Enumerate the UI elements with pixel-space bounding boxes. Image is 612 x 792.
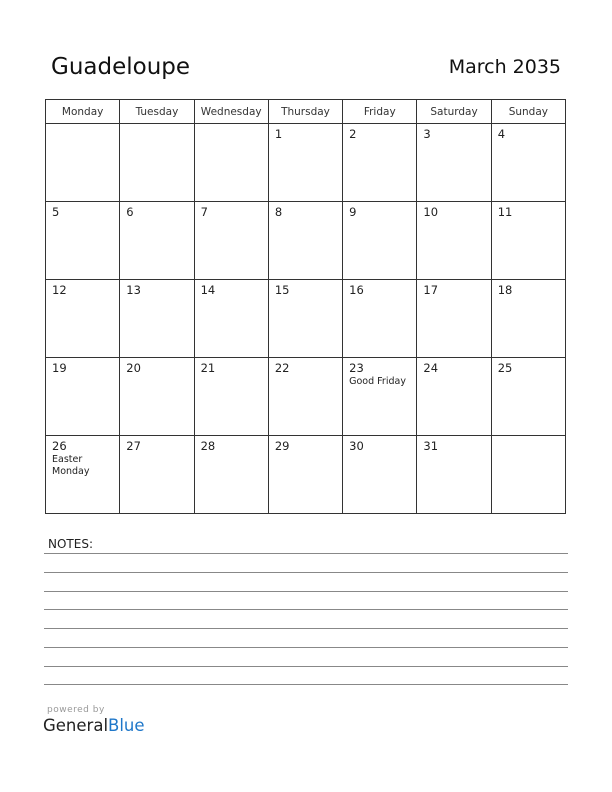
day-number: 30 bbox=[349, 439, 364, 453]
brand-blue: Blue bbox=[108, 716, 145, 735]
note-line bbox=[44, 666, 568, 667]
weekday-header: Sunday bbox=[491, 100, 565, 124]
weekday-header-row bbox=[46, 100, 566, 124]
day-number: 14 bbox=[200, 283, 216, 297]
day-number: 10 bbox=[423, 205, 439, 219]
day-cell bbox=[417, 202, 491, 280]
calendar-month-year: March 2035 bbox=[448, 56, 561, 78]
day-number: 27 bbox=[126, 439, 141, 453]
week-row bbox=[46, 436, 566, 514]
day-cell bbox=[343, 358, 417, 436]
day-number: 31 bbox=[423, 439, 439, 453]
note-line bbox=[44, 647, 568, 648]
day-cell bbox=[268, 436, 342, 514]
day-number: 23 bbox=[349, 361, 364, 375]
day-cell bbox=[268, 202, 342, 280]
weekday-header: Monday bbox=[46, 100, 120, 124]
day-cell bbox=[120, 358, 194, 436]
day-cell bbox=[491, 436, 565, 514]
day-cell bbox=[194, 436, 268, 514]
day-number: 4 bbox=[497, 127, 506, 141]
day-number: 19 bbox=[52, 361, 67, 375]
powered-by-text: powered by bbox=[47, 705, 105, 715]
week-row bbox=[46, 202, 566, 280]
day-cell bbox=[491, 280, 565, 358]
day-number: 25 bbox=[497, 361, 513, 375]
day-number: 6 bbox=[126, 205, 134, 219]
day-cell bbox=[46, 124, 120, 202]
day-cell bbox=[194, 202, 268, 280]
day-cell bbox=[417, 280, 491, 358]
week-row bbox=[46, 280, 566, 358]
day-number: 26 bbox=[52, 439, 67, 453]
day-cell bbox=[268, 358, 342, 436]
day-cell bbox=[120, 280, 194, 358]
day-cell bbox=[343, 124, 417, 202]
note-line bbox=[44, 591, 568, 592]
day-number: 18 bbox=[497, 283, 513, 297]
calendar-grid bbox=[45, 99, 566, 514]
week-row bbox=[46, 358, 566, 436]
day-cell bbox=[491, 124, 565, 202]
day-cell bbox=[194, 358, 268, 436]
holiday-label: Good Friday bbox=[349, 376, 406, 387]
day-number: 7 bbox=[200, 205, 208, 219]
day-number: 15 bbox=[274, 283, 290, 297]
day-number: 28 bbox=[200, 439, 216, 453]
day-number: 8 bbox=[274, 205, 283, 219]
day-number: 17 bbox=[423, 283, 439, 297]
day-cell bbox=[120, 124, 194, 202]
day-cell bbox=[343, 436, 417, 514]
day-number: 24 bbox=[423, 361, 439, 375]
day-number: 13 bbox=[126, 283, 141, 297]
weekday-header: Thursday bbox=[268, 100, 342, 124]
brand-logo bbox=[43, 716, 145, 735]
note-line bbox=[44, 553, 568, 554]
day-number: 29 bbox=[274, 439, 290, 453]
day-cell bbox=[46, 280, 120, 358]
brand-general: General bbox=[43, 716, 109, 735]
calendar-country-title: Guadeloupe bbox=[51, 54, 191, 80]
day-number: 21 bbox=[200, 361, 216, 375]
note-line bbox=[44, 609, 568, 610]
day-number: 16 bbox=[349, 283, 364, 297]
day-cell bbox=[491, 202, 565, 280]
weekday-header: Tuesday bbox=[120, 100, 194, 124]
weekday-header: Saturday bbox=[417, 100, 491, 124]
day-cell bbox=[343, 280, 417, 358]
day-number: 12 bbox=[52, 283, 67, 297]
note-line bbox=[44, 684, 568, 685]
day-number: 9 bbox=[349, 205, 357, 219]
day-number: 3 bbox=[423, 127, 431, 141]
day-number: 5 bbox=[52, 205, 60, 219]
notes-label: NOTES: bbox=[48, 537, 93, 551]
day-cell bbox=[417, 358, 491, 436]
day-cell bbox=[417, 124, 491, 202]
day-cell bbox=[417, 436, 491, 514]
day-number: 11 bbox=[497, 205, 513, 219]
day-cell bbox=[46, 202, 120, 280]
calendar-body bbox=[46, 124, 566, 514]
day-number: 22 bbox=[274, 361, 290, 375]
day-cell bbox=[194, 280, 268, 358]
day-cell bbox=[268, 124, 342, 202]
day-cell bbox=[120, 202, 194, 280]
day-cell bbox=[46, 436, 120, 514]
week-row bbox=[46, 124, 566, 202]
day-cell bbox=[120, 436, 194, 514]
day-cell bbox=[194, 124, 268, 202]
day-cell bbox=[343, 202, 417, 280]
note-line bbox=[44, 628, 568, 629]
holiday-label: Easter Monday bbox=[52, 454, 90, 477]
day-number: 1 bbox=[274, 127, 283, 141]
day-cell bbox=[268, 280, 342, 358]
note-line bbox=[44, 572, 568, 573]
weekday-header: Friday bbox=[343, 100, 417, 124]
day-cell bbox=[491, 358, 565, 436]
weekday-header: Wednesday bbox=[194, 100, 268, 124]
day-number: 2 bbox=[349, 127, 357, 141]
day-number: 20 bbox=[126, 361, 141, 375]
day-cell bbox=[46, 358, 120, 436]
